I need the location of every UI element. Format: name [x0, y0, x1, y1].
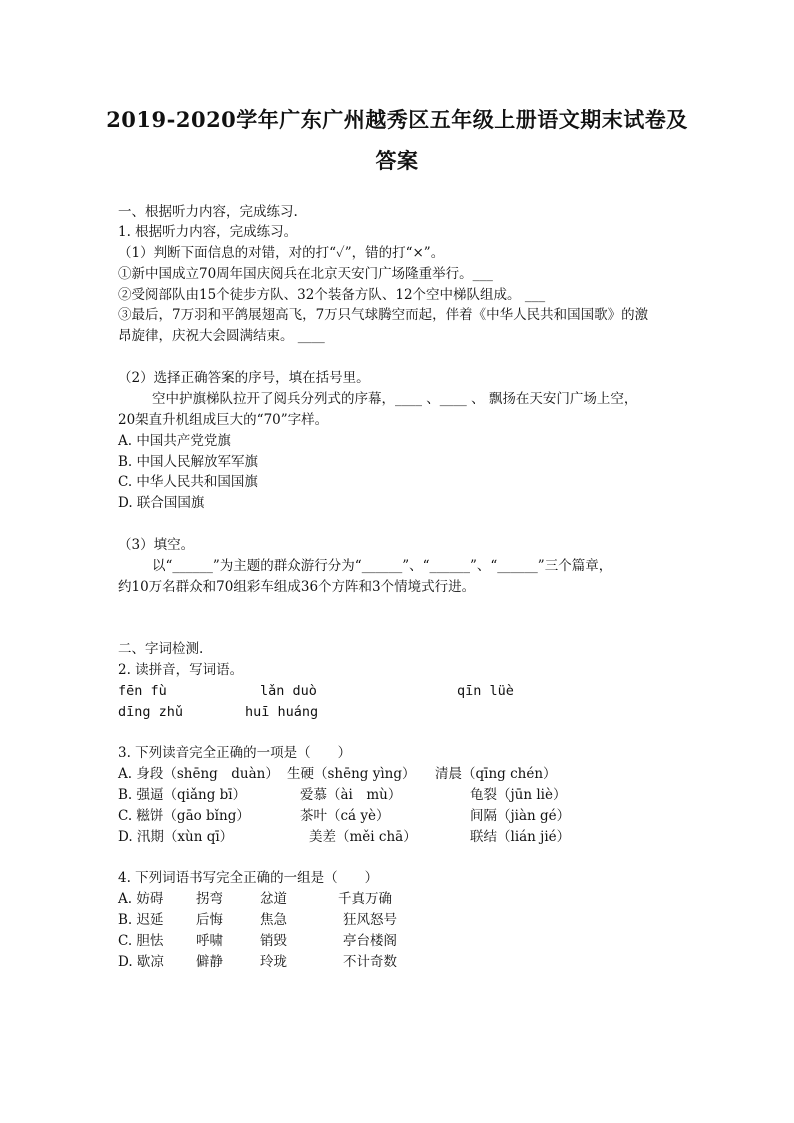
q3-option: 生硬（shēng yìng）	[287, 766, 416, 782]
q3-option: C. 糍饼（gāo bǐng）	[118, 808, 250, 824]
part3-text: 以“______”为主题的群众游行分为“______”、“______”、“______”三个篇章，	[152, 558, 613, 574]
q4-option: 亭台楼阁	[343, 933, 397, 949]
part2-text: 20架直升机组成巨大的“70”字样。	[118, 412, 329, 428]
pinyin-item: fēn fù	[118, 683, 167, 699]
q4-option: 呼啸	[196, 933, 223, 949]
q4-option: 拐弯	[196, 891, 223, 907]
part2-text: 空中护旗梯队拉开了阅兵分列式的序幕，____ 、____ 、 飘扬在天安门广场上空，	[152, 391, 638, 407]
section2-heading: 二、字词检测.	[118, 641, 204, 657]
pinyin-item: huī huáng	[245, 704, 319, 720]
q4-option: 焦急	[260, 912, 287, 928]
pinyin-item: lǎn duò	[260, 683, 317, 699]
part2-option: C. 中华人民共和国国旗	[118, 474, 258, 490]
q3-option: 茶叶（cá yè）	[300, 808, 390, 824]
q4-option: 销毁	[260, 933, 287, 949]
part3-text: 约10万名群众和70组彩车组成36个方阵和3个情境式行进。	[118, 579, 476, 595]
page-title-continued: 答案	[375, 148, 419, 173]
question1-prompt: 1. 根据听力内容，完成练习。	[118, 224, 298, 240]
part2-option: A. 中国共产党党旗	[118, 433, 231, 449]
question4-prompt: 4. 下列词语书写完全正确的一组是（ ）	[118, 870, 379, 886]
part1-item: ①新中国成立70周年国庆阅兵在北京天安门广场隆重举行。___	[118, 266, 493, 282]
q3-option: 联结（lián jié）	[470, 829, 571, 845]
q4-option: C. 胆怯	[118, 933, 164, 949]
pinyin-item: qīn lüè	[457, 683, 514, 699]
q4-option: 玲珑	[260, 954, 287, 970]
q3-option: 美差（měi chā）	[309, 829, 417, 845]
q3-option: 龟裂（jūn liè）	[470, 787, 567, 803]
q4-option: D. 歇凉	[118, 954, 164, 970]
q4-option: A. 妨碍	[118, 891, 164, 907]
q3-option: 间隔（jiàn gé）	[470, 808, 571, 824]
part1-instruction: （1）判断下面信息的对错，对的打“✓”，错的打“×”。	[118, 245, 445, 261]
pinyin-item: dīng zhǔ	[118, 704, 184, 720]
part1-item: ③最后，7万羽和平鸽展翅高飞，7万只气球腾空而起，伴着《中华人民共和国国歌》的激	[118, 307, 649, 323]
part2-instruction: （2）选择正确答案的序号，填在括号里。	[118, 370, 370, 386]
q4-option: 忿道	[260, 891, 287, 907]
section1-heading: 一、根据听力内容，完成练习.	[118, 204, 298, 220]
part3-instruction: （3）填空。	[118, 537, 195, 553]
q4-option: 不计奇数	[343, 954, 397, 970]
q4-option: 僻静	[196, 954, 223, 970]
part1-item: ②受阅部队由15个徒步方队、32个装备方队、12个空中梯队组成。 ___	[118, 287, 546, 303]
q3-option: 爱慕（ài mù）	[300, 787, 402, 803]
part2-option: B. 中国人民解放军军旗	[118, 454, 259, 470]
part2-option: D. 联合国国旗	[118, 495, 205, 511]
q4-option: 狂风怒号	[343, 912, 397, 928]
page-title: 2019-2020学年广东广州越秀区五年级上册语文期末试卷及	[106, 107, 688, 132]
part1-item: 昂旋律，庆祝大会圆满结束。 ____	[118, 328, 325, 344]
q3-option: B. 强逼（qiǎng bī）	[118, 787, 247, 803]
q4-option: B. 迟延	[118, 912, 164, 928]
q3-option: 清晨（qīng chén）	[435, 766, 557, 782]
q3-option: D. 汛期（xùn qī）	[118, 829, 234, 845]
question2-prompt: 2. 读拼音，写词语。	[118, 662, 244, 678]
q3-option: A. 身段（shēng duàn）	[118, 766, 279, 782]
question3-prompt: 3. 下列读音完全正确的一项是（ ）	[118, 745, 352, 761]
q4-option: 千真万确	[338, 891, 392, 907]
q4-option: 后悔	[196, 912, 223, 928]
